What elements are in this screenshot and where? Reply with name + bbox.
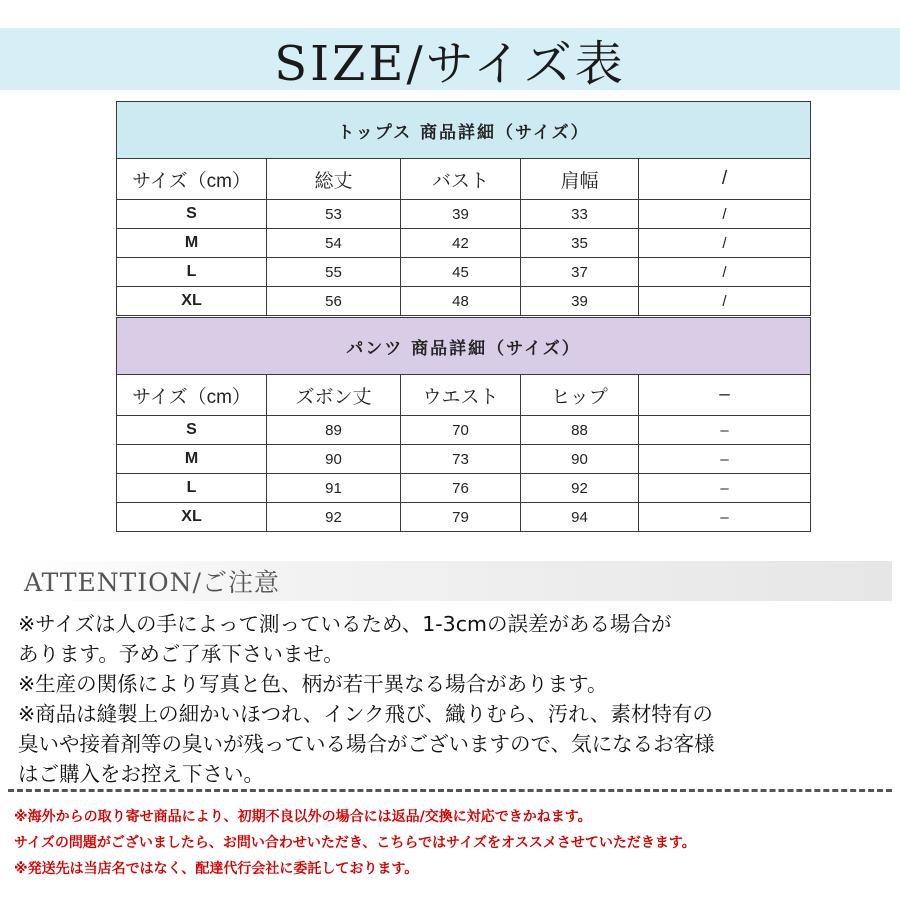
attention-header: [14, 561, 892, 601]
size-label: S: [117, 416, 267, 445]
note-line: ※サイズは人の手によって測っているため、1-3cmの誤差がある場合が: [18, 612, 672, 636]
table-cell: 33: [521, 200, 639, 229]
column-header-empty: /: [639, 159, 811, 200]
column-header-size: サイズ（cm）: [117, 375, 267, 416]
table-cell: /: [639, 258, 811, 287]
table-cell: 70: [401, 416, 521, 445]
table-cell: 90: [521, 445, 639, 474]
table-cell: –: [639, 445, 811, 474]
size-label: XL: [117, 503, 267, 532]
attention-title: ATTENTION/ご注意: [24, 568, 280, 597]
pants-caption: パンツ 商品詳細（サイズ）: [117, 318, 811, 375]
table-cell: –: [639, 503, 811, 532]
column-header-inseam: ズボン丈: [267, 375, 401, 416]
table-cell: 89: [267, 416, 401, 445]
column-header-shoulder: 肩幅: [521, 159, 639, 200]
size-label: L: [117, 474, 267, 503]
table-row: [117, 474, 811, 503]
column-header-waist: ウエスト: [401, 375, 521, 416]
dashed-divider: [8, 789, 892, 792]
page-title: SIZE/サイズ表: [274, 35, 626, 92]
table-row: [117, 287, 811, 316]
tops-size-table: [116, 101, 811, 316]
column-header-hip: ヒップ: [521, 375, 639, 416]
attention-notes: [18, 609, 890, 789]
table-cell: –: [639, 416, 811, 445]
table-cell: 35: [521, 229, 639, 258]
table-cell: 79: [401, 503, 521, 532]
table-cell: 94: [521, 503, 639, 532]
title-band: [0, 28, 900, 90]
footer-note: サイズの問題がございましたら、お問い合わせいただき、こちらではサイズをオススメさせていただきます。: [14, 835, 696, 851]
column-header-length: 総丈: [267, 159, 401, 200]
tops-caption-row: [117, 102, 811, 159]
table-cell: 92: [267, 503, 401, 532]
table-row: [117, 258, 811, 287]
tops-header-row: [117, 159, 811, 200]
table-row: [117, 503, 811, 532]
note-line: ※商品は縫製上の細かいほつれ、インク飛び、織りむら、汚れ、素材特有の: [18, 702, 713, 726]
tops-caption: トップス 商品詳細（サイズ）: [117, 102, 811, 159]
table-cell: 39: [401, 200, 521, 229]
table-cell: /: [639, 200, 811, 229]
table-cell: 55: [267, 258, 401, 287]
footer-note: ※海外からの取り寄せ商品により、初期不良以外の場合には返品/交換に対応できかねます。: [14, 809, 592, 825]
footer-notes: [14, 804, 894, 882]
note-line: あります。予めご了承下さいませ。: [18, 642, 344, 666]
table-row: [117, 200, 811, 229]
table-cell: 48: [401, 287, 521, 316]
table-cell: 90: [267, 445, 401, 474]
table-cell: 45: [401, 258, 521, 287]
table-row: [117, 416, 811, 445]
pants-header-row: [117, 375, 811, 416]
column-header-size: サイズ（cm）: [117, 159, 267, 200]
size-label: S: [117, 200, 267, 229]
table-row: [117, 229, 811, 258]
table-cell: 54: [267, 229, 401, 258]
column-header-empty: –: [639, 375, 811, 416]
table-cell: 88: [521, 416, 639, 445]
table-cell: 37: [521, 258, 639, 287]
note-line: 臭いや接着剤等の臭いが残っている場合がございますので、気になるお客様: [18, 732, 715, 756]
column-header-bust: バスト: [401, 159, 521, 200]
size-label: XL: [117, 287, 267, 316]
size-label: L: [117, 258, 267, 287]
table-cell: /: [639, 287, 811, 316]
size-label: M: [117, 445, 267, 474]
table-cell: 42: [401, 229, 521, 258]
table-cell: 76: [401, 474, 521, 503]
size-label: M: [117, 229, 267, 258]
table-cell: –: [639, 474, 811, 503]
table-cell: 56: [267, 287, 401, 316]
table-cell: 53: [267, 200, 401, 229]
note-line: はご購入をお控え下さい。: [18, 762, 264, 786]
table-row: [117, 445, 811, 474]
table-cell: 39: [521, 287, 639, 316]
table-cell: 92: [521, 474, 639, 503]
table-cell: 91: [267, 474, 401, 503]
pants-size-table: [116, 317, 811, 532]
note-line: ※生産の関係により写真と色、柄が若干異なる場合があります。: [18, 672, 608, 696]
table-cell: 73: [401, 445, 521, 474]
table-cell: /: [639, 229, 811, 258]
footer-note: ※発送先は当店名ではなく、配達代行会社に委託しております。: [14, 861, 419, 877]
pants-caption-row: [117, 318, 811, 375]
